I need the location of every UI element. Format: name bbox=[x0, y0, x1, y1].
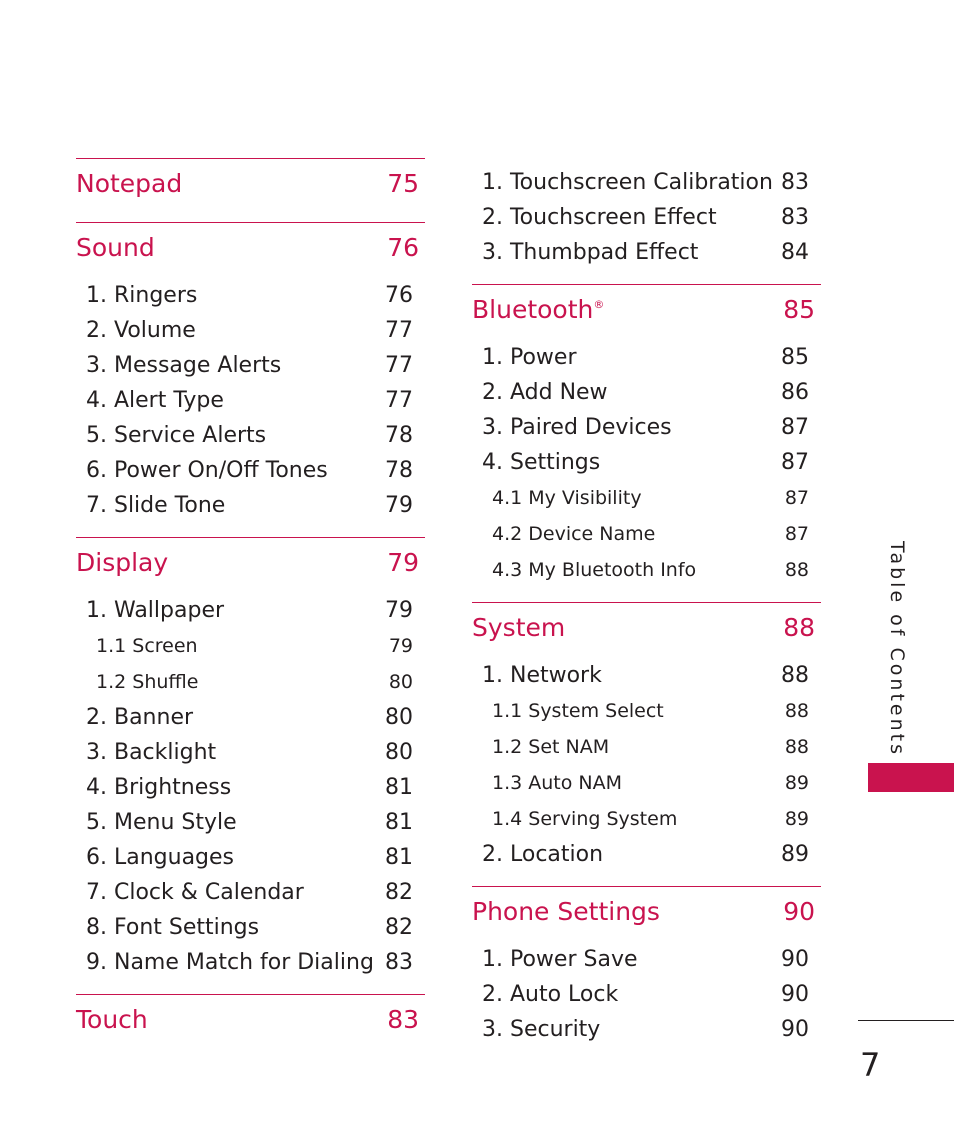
toc-item[interactable] bbox=[76, 735, 425, 770]
toc-item-page: 83 bbox=[781, 169, 809, 195]
toc-item[interactable] bbox=[472, 837, 821, 872]
toc-item-label: 6. Languages bbox=[86, 844, 235, 870]
toc-item-label: 3. Message Alerts bbox=[86, 352, 282, 378]
toc-item-label: 1.1 Screen bbox=[96, 635, 198, 657]
toc-item-page: 89 bbox=[784, 772, 809, 794]
toc-section-heading[interactable] bbox=[76, 222, 425, 270]
toc-item[interactable] bbox=[76, 945, 425, 980]
toc-section-title-text: Bluetooth bbox=[472, 295, 594, 324]
toc-item-label: 6. Power On/Off Tones bbox=[86, 457, 328, 483]
toc-item-label: 4.1 My Visibility bbox=[492, 487, 642, 509]
toc-section-title-text: Sound bbox=[76, 233, 155, 262]
toc-section-page: 90 bbox=[783, 897, 815, 926]
toc-section-heading[interactable] bbox=[76, 994, 425, 1042]
toc-section-title-text: Notepad bbox=[76, 169, 183, 198]
toc-item-label: 2. Location bbox=[482, 841, 604, 867]
toc-item-page: 84 bbox=[781, 239, 809, 265]
toc-item[interactable] bbox=[472, 340, 821, 375]
toc-item[interactable] bbox=[472, 200, 821, 235]
toc-item-label: 4.3 My Bluetooth Info bbox=[492, 559, 697, 581]
toc-item-label: 4. Settings bbox=[482, 449, 601, 475]
toc-item-page: 78 bbox=[385, 457, 413, 483]
toc-item-page: 80 bbox=[388, 671, 413, 693]
toc-section-items bbox=[472, 650, 821, 886]
toc-section-title-text: Display bbox=[76, 548, 169, 577]
toc-item-page: 89 bbox=[784, 808, 809, 830]
toc-item-label: 4.2 Device Name bbox=[492, 523, 656, 545]
toc-item[interactable] bbox=[76, 770, 425, 805]
toc-lead-items bbox=[472, 165, 821, 284]
toc-item-page: 82 bbox=[385, 914, 413, 940]
toc-item-page: 80 bbox=[385, 739, 413, 765]
toc-item-label: 2. Volume bbox=[86, 317, 196, 343]
toc-item[interactable] bbox=[472, 1012, 821, 1047]
toc-item[interactable] bbox=[472, 977, 821, 1012]
toc-item[interactable] bbox=[76, 805, 425, 840]
toc-section-page: 88 bbox=[783, 613, 815, 642]
toc-item-page: 87 bbox=[784, 523, 809, 545]
toc-item-label: 1.3 Auto NAM bbox=[492, 772, 623, 794]
toc-section-items bbox=[472, 332, 821, 602]
toc-subitem[interactable] bbox=[472, 480, 821, 516]
toc-item-label: 9. Name Match for Dialing bbox=[86, 949, 374, 975]
toc-section-title-text: System bbox=[472, 613, 566, 642]
toc-item-page: 79 bbox=[388, 635, 413, 657]
toc-left-column bbox=[76, 158, 425, 1058]
toc-section-items bbox=[76, 1042, 425, 1058]
toc-section-title-text: Phone Settings bbox=[472, 897, 660, 926]
toc-section bbox=[76, 994, 425, 1058]
toc-item-page: 90 bbox=[781, 981, 809, 1007]
toc-item-page: 79 bbox=[385, 492, 413, 518]
toc-item[interactable] bbox=[76, 875, 425, 910]
toc-item-label: 2. Auto Lock bbox=[482, 981, 619, 1007]
toc-item-label: 5. Service Alerts bbox=[86, 422, 267, 448]
toc-item-page: 88 bbox=[784, 559, 809, 581]
toc-item-page: 87 bbox=[781, 414, 809, 440]
toc-item-label: 2. Touchscreen Effect bbox=[482, 204, 717, 230]
toc-item-page: 80 bbox=[385, 704, 413, 730]
toc-item[interactable] bbox=[76, 348, 425, 383]
section-tab-marker bbox=[868, 763, 954, 792]
toc-section-items bbox=[76, 206, 425, 222]
toc-item-label: 1.2 Shuffle bbox=[96, 671, 199, 693]
toc-section-title bbox=[76, 550, 168, 585]
toc-item-label: 7. Slide Tone bbox=[86, 492, 226, 518]
toc-subitem[interactable] bbox=[76, 664, 425, 700]
toc-item[interactable] bbox=[76, 278, 425, 313]
toc-item-page: 76 bbox=[385, 282, 413, 308]
toc-item[interactable] bbox=[472, 235, 821, 270]
toc-item-page: 77 bbox=[385, 387, 413, 413]
toc-item-page: 81 bbox=[385, 809, 413, 835]
toc-section-page: 75 bbox=[387, 169, 419, 198]
toc-item-label: 8. Font Settings bbox=[86, 914, 260, 940]
toc-section-page: 76 bbox=[387, 233, 419, 262]
toc-section-title-text: Touch bbox=[76, 1005, 148, 1034]
toc-item[interactable] bbox=[76, 418, 425, 453]
toc-section bbox=[76, 537, 425, 994]
toc-item-page: 88 bbox=[784, 736, 809, 758]
toc-item[interactable] bbox=[76, 453, 425, 488]
toc-item-page: 78 bbox=[385, 422, 413, 448]
toc-right-column bbox=[472, 165, 821, 1061]
toc-section-title bbox=[76, 235, 155, 270]
toc-section bbox=[76, 222, 425, 537]
toc-item[interactable] bbox=[76, 840, 425, 875]
toc-item[interactable] bbox=[76, 488, 425, 523]
toc-section-heading[interactable] bbox=[472, 602, 821, 650]
toc-item-label: 1. Touchscreen Calibration bbox=[482, 169, 773, 195]
toc-section bbox=[472, 602, 821, 886]
toc-item-label: 4. Alert Type bbox=[86, 387, 224, 413]
toc-item-page: 81 bbox=[385, 844, 413, 870]
toc-subitem[interactable] bbox=[76, 628, 425, 664]
toc-item[interactable] bbox=[472, 165, 821, 200]
toc-item-page: 79 bbox=[385, 597, 413, 623]
toc-item-label: 4. Brightness bbox=[86, 774, 232, 800]
sidebar-label: Table of Contents bbox=[886, 541, 908, 757]
toc-item[interactable] bbox=[472, 658, 821, 693]
registered-mark: ® bbox=[593, 298, 605, 311]
toc-item-label: 1. Network bbox=[482, 662, 602, 688]
toc-item[interactable] bbox=[76, 910, 425, 945]
toc-item-label: 3. Security bbox=[482, 1016, 601, 1042]
toc-item-label: 1. Power bbox=[482, 344, 577, 370]
toc-item[interactable] bbox=[76, 313, 425, 348]
toc-item-label: 3. Paired Devices bbox=[482, 414, 672, 440]
toc-item-page: 83 bbox=[781, 204, 809, 230]
toc-item-label: 1. Ringers bbox=[86, 282, 198, 308]
toc-section-items bbox=[472, 934, 821, 1061]
toc-item-page: 85 bbox=[781, 344, 809, 370]
toc-subitem[interactable] bbox=[472, 729, 821, 765]
toc-section-heading[interactable] bbox=[76, 537, 425, 585]
toc-item-page: 77 bbox=[385, 317, 413, 343]
toc-subitem[interactable] bbox=[472, 801, 821, 837]
toc-item[interactable] bbox=[472, 942, 821, 977]
toc-item-label: 1. Wallpaper bbox=[86, 597, 225, 623]
toc-section-heading[interactable] bbox=[472, 886, 821, 934]
toc-item-label: 5. Menu Style bbox=[86, 809, 237, 835]
toc-item-page: 87 bbox=[784, 487, 809, 509]
page-number: 7 bbox=[860, 1046, 881, 1084]
toc-section bbox=[472, 886, 821, 1061]
toc-section-title bbox=[472, 615, 565, 650]
toc-item-page: 82 bbox=[385, 879, 413, 905]
toc-item[interactable] bbox=[76, 700, 425, 735]
toc-section-items bbox=[76, 585, 425, 994]
toc-section-heading[interactable] bbox=[76, 158, 425, 206]
toc-section bbox=[76, 158, 425, 222]
toc-item-page: 86 bbox=[781, 379, 809, 405]
toc-item-page: 81 bbox=[385, 774, 413, 800]
toc-item-page: 90 bbox=[781, 946, 809, 972]
toc-subitem[interactable] bbox=[472, 693, 821, 729]
toc-item-page: 88 bbox=[781, 662, 809, 688]
toc-item-label: 1.1 System Select bbox=[492, 700, 664, 722]
toc-section bbox=[472, 284, 821, 602]
toc-item[interactable] bbox=[76, 383, 425, 418]
toc-right-sections bbox=[472, 284, 821, 1061]
toc-item-page: 90 bbox=[781, 1016, 809, 1042]
toc-section-title bbox=[76, 1007, 148, 1042]
toc-subitem[interactable] bbox=[472, 552, 821, 588]
toc-item-label: 3. Thumbpad Effect bbox=[482, 239, 699, 265]
toc-subitem[interactable] bbox=[472, 516, 821, 552]
toc-section-title bbox=[472, 297, 604, 332]
toc-section-heading[interactable] bbox=[472, 284, 821, 332]
toc-item-label: 2. Banner bbox=[86, 704, 194, 730]
toc-subitem[interactable] bbox=[472, 765, 821, 801]
toc-section-page: 79 bbox=[387, 548, 419, 577]
toc-section-items bbox=[76, 270, 425, 537]
toc-item-label: 1. Power Save bbox=[482, 946, 638, 972]
toc-section-page: 83 bbox=[387, 1005, 419, 1034]
toc-item[interactable] bbox=[76, 593, 425, 628]
toc-item-label: 2. Add New bbox=[482, 379, 608, 405]
toc-item-page: 89 bbox=[781, 841, 809, 867]
toc-item-label: 1.4 Serving System bbox=[492, 808, 678, 830]
toc-item[interactable] bbox=[472, 410, 821, 445]
toc-item-page: 88 bbox=[784, 700, 809, 722]
toc-item-label: 1.2 Set NAM bbox=[492, 736, 610, 758]
toc-item-page: 87 bbox=[781, 449, 809, 475]
toc-item-page: 83 bbox=[385, 949, 413, 975]
toc-item-page: 77 bbox=[385, 352, 413, 378]
toc-item-label: 3. Backlight bbox=[86, 739, 217, 765]
toc-item-label: 7. Clock & Calendar bbox=[86, 879, 304, 905]
toc-item[interactable] bbox=[472, 375, 821, 410]
toc-section-title bbox=[76, 171, 182, 206]
page-number-rule bbox=[858, 1020, 954, 1021]
toc-item[interactable] bbox=[472, 445, 821, 480]
toc-section-page: 85 bbox=[783, 295, 815, 324]
toc-section-title bbox=[472, 899, 660, 934]
